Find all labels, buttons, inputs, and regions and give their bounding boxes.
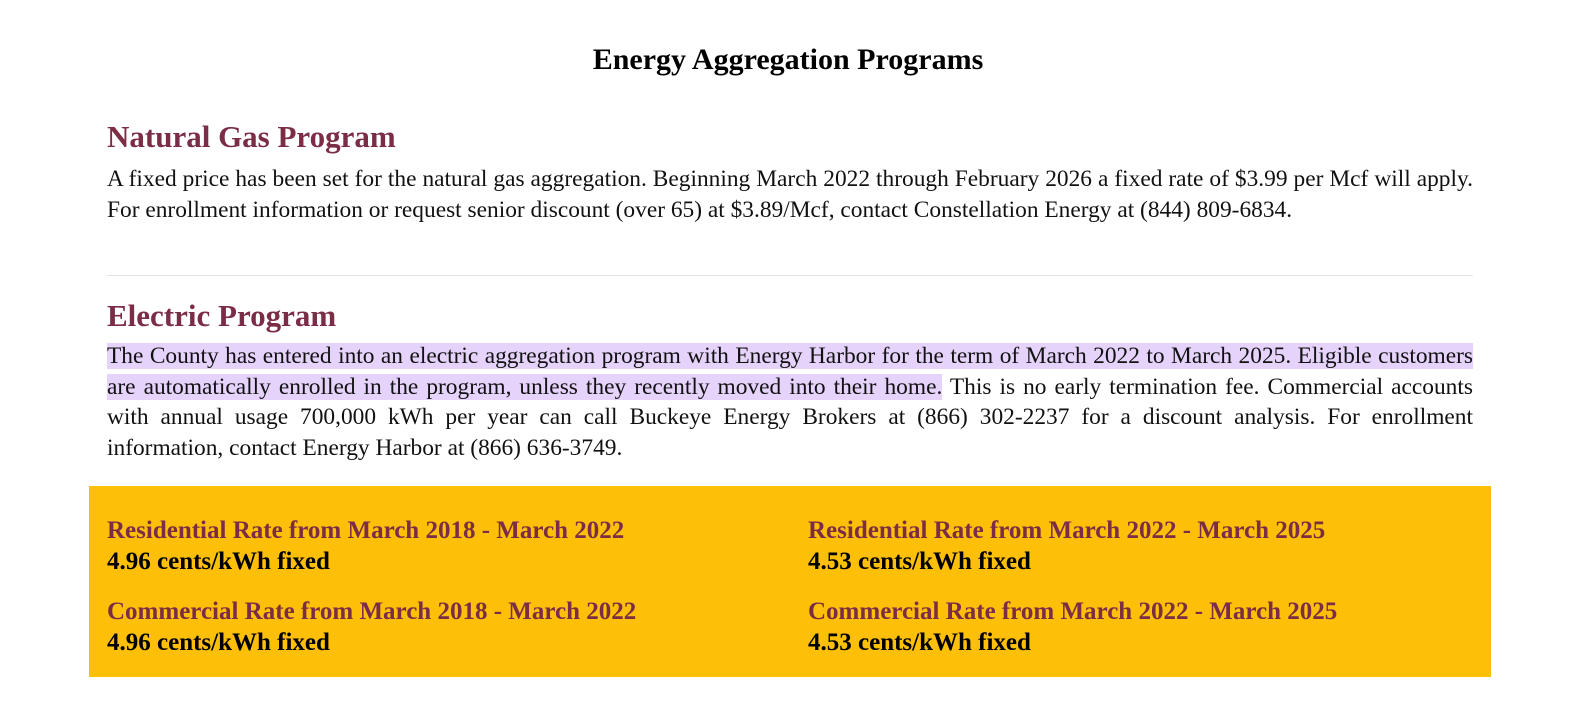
electric-description [107, 341, 1473, 463]
rate-value: 4.53 cents/kWh fixed [808, 629, 1031, 656]
electric-description-highlighted: The County has entered into an electric aggregation program with Energy Harbor for the term of March 2022 to March 2025. Eligible customers are automatically enrolled in the program, unless they recently moved into their home. [107, 343, 1473, 400]
page-title: Energy Aggregation Programs [592, 43, 984, 76]
commercial-rate-2018-2022 [107, 596, 767, 658]
natural-gas-description: A fixed price has been set for the natural gas aggregation. Beginning March 2022 through February 2026 a fixed rate of $3.99 per Mcf will apply. For enrollment information or request senior discount (over 65) at $3.89/Mcf, contact Constellation Energy at (844) 809-6834. [107, 166, 1473, 223]
rate-value: 4.53 cents/kWh fixed [808, 548, 1031, 575]
rates-panel [89, 486, 1491, 677]
electric-section [107, 297, 1473, 463]
section-divider [107, 275, 1473, 276]
electric-description-rest: This is no early termination fee. Commercial accounts with annual usage 700,000 kWh per year can call Buckeye Energy Brokers at (866) 302-2237 for a discount analysis. For enrollment information, contact Energy Harbor at (866) 636-3749. [107, 373, 1473, 461]
rate-label: Commercial Rate from March 2018 - March 2022 [107, 598, 637, 625]
residential-rate-2018-2022 [107, 515, 767, 577]
natural-gas-heading: Natural Gas Program [107, 119, 396, 154]
electric-heading: Electric Program [107, 298, 337, 333]
rate-label: Residential Rate from March 2018 - March 2022 [107, 517, 625, 544]
rate-value: 4.96 cents/kWh fixed [107, 548, 330, 575]
rate-value: 4.96 cents/kWh fixed [107, 629, 330, 656]
commercial-rate-2022-2025 [808, 596, 1468, 658]
rate-label: Commercial Rate from March 2022 - March 2025 [808, 598, 1338, 625]
residential-rate-2022-2025 [808, 515, 1468, 577]
natural-gas-section [107, 118, 1473, 225]
rate-label: Residential Rate from March 2022 - March 2025 [808, 517, 1326, 544]
